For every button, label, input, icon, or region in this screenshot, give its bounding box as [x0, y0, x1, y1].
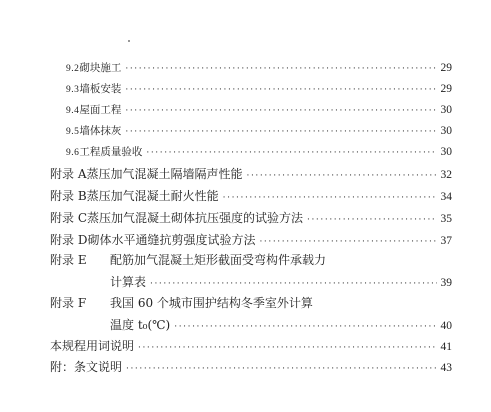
toc-entry-9-6[interactable] — [66, 144, 452, 159]
toc-entry-appendix-e[interactable] — [50, 251, 452, 268]
dot-leader — [259, 237, 436, 247]
toc-entry-appendix-a[interactable] — [50, 165, 452, 182]
entry-title-line2: 温度 t₀(℃) — [110, 318, 171, 332]
dot-leader — [150, 279, 436, 289]
page-number: 29 — [440, 83, 452, 95]
dot-leader — [307, 215, 436, 225]
appendix-tag: 附录 A — [50, 167, 87, 181]
dot-leader — [223, 193, 437, 203]
page-number: 39 — [440, 277, 452, 289]
dot-leader — [174, 322, 436, 332]
section-number: 9.6 — [66, 148, 80, 158]
page-number: 30 — [440, 104, 452, 116]
dot-leader — [125, 85, 436, 95]
page-number: 41 — [440, 341, 452, 353]
section-number: 9.2 — [66, 64, 80, 74]
dot-leader — [125, 64, 436, 74]
entry-title: 蒸压加气混凝土砌体抗压强度的试验方法 — [87, 211, 304, 225]
entry-title: 墙体抹灰 — [79, 125, 122, 137]
page-number: 32 — [440, 169, 452, 181]
entry-title-line2: 计算表 — [110, 275, 147, 289]
section-number: 9.4 — [66, 106, 80, 116]
toc-entry-9-5[interactable] — [66, 123, 452, 138]
appendix-tag: 附录 C — [50, 211, 87, 225]
toc-entry-9-4[interactable] — [66, 102, 452, 117]
page-number: 30 — [440, 125, 452, 137]
dot-leader — [247, 171, 437, 181]
toc-entry-appendix-e-cont[interactable] — [110, 273, 452, 290]
entry-title: 墙板安装 — [79, 83, 122, 95]
entry-title: 工程质量验收 — [79, 146, 143, 158]
dot-leader — [125, 106, 436, 116]
appendix-tag: 附录 E — [50, 253, 87, 267]
section-number: 9.5 — [66, 127, 80, 137]
page-number: 40 — [440, 320, 452, 332]
section-number: 9.3 — [66, 85, 80, 95]
toc-entry-appendix-d[interactable] — [50, 231, 452, 248]
appendix-tag: 附录 D — [50, 233, 88, 247]
dot-leader — [126, 364, 436, 374]
appendix-tag: 附录 F — [50, 296, 87, 310]
entry-title: 蒸压加气混凝土耐火性能 — [86, 189, 219, 203]
page-number: 37 — [440, 235, 452, 247]
toc-entry-9-2[interactable] — [66, 60, 452, 75]
toc-entry-usage-notes[interactable] — [50, 337, 452, 354]
page-number: 43 — [440, 362, 452, 374]
entry-title-line1: 我国 60 个城市围护结构冬季室外计算 — [110, 296, 313, 310]
entry-title: 蒸压加气混凝土隔墙隔声性能 — [86, 167, 243, 181]
toc-entry-9-3[interactable] — [66, 81, 452, 96]
toc-entry-clause-notes[interactable] — [50, 358, 452, 375]
toc-entry-appendix-f[interactable] — [50, 294, 452, 311]
scan-speck — [128, 40, 130, 42]
toc-entry-appendix-c[interactable] — [50, 209, 452, 226]
page-number: 35 — [440, 213, 452, 225]
appendix-tag: 附录 B — [50, 189, 87, 203]
entry-title: 砌体水平通缝抗剪强度试验方法 — [87, 233, 256, 247]
page-number: 34 — [440, 191, 452, 203]
dot-leader — [146, 148, 436, 158]
dot-leader — [138, 343, 436, 353]
entry-title: 屋面工程 — [79, 104, 122, 116]
dot-leader — [125, 127, 436, 137]
toc-entry-appendix-b[interactable] — [50, 187, 452, 204]
page-number: 29 — [440, 62, 452, 74]
toc-entry-appendix-f-cont[interactable] — [110, 316, 452, 333]
entry-title: 本规程用词说明 — [50, 339, 135, 353]
page-number: 30 — [440, 146, 452, 158]
entry-title: 附：条文说明 — [50, 360, 123, 374]
entry-title: 砌块施工 — [79, 62, 122, 74]
entry-title-line1: 配筋加气混凝土矩形截面受弯构件承载力 — [110, 253, 327, 267]
